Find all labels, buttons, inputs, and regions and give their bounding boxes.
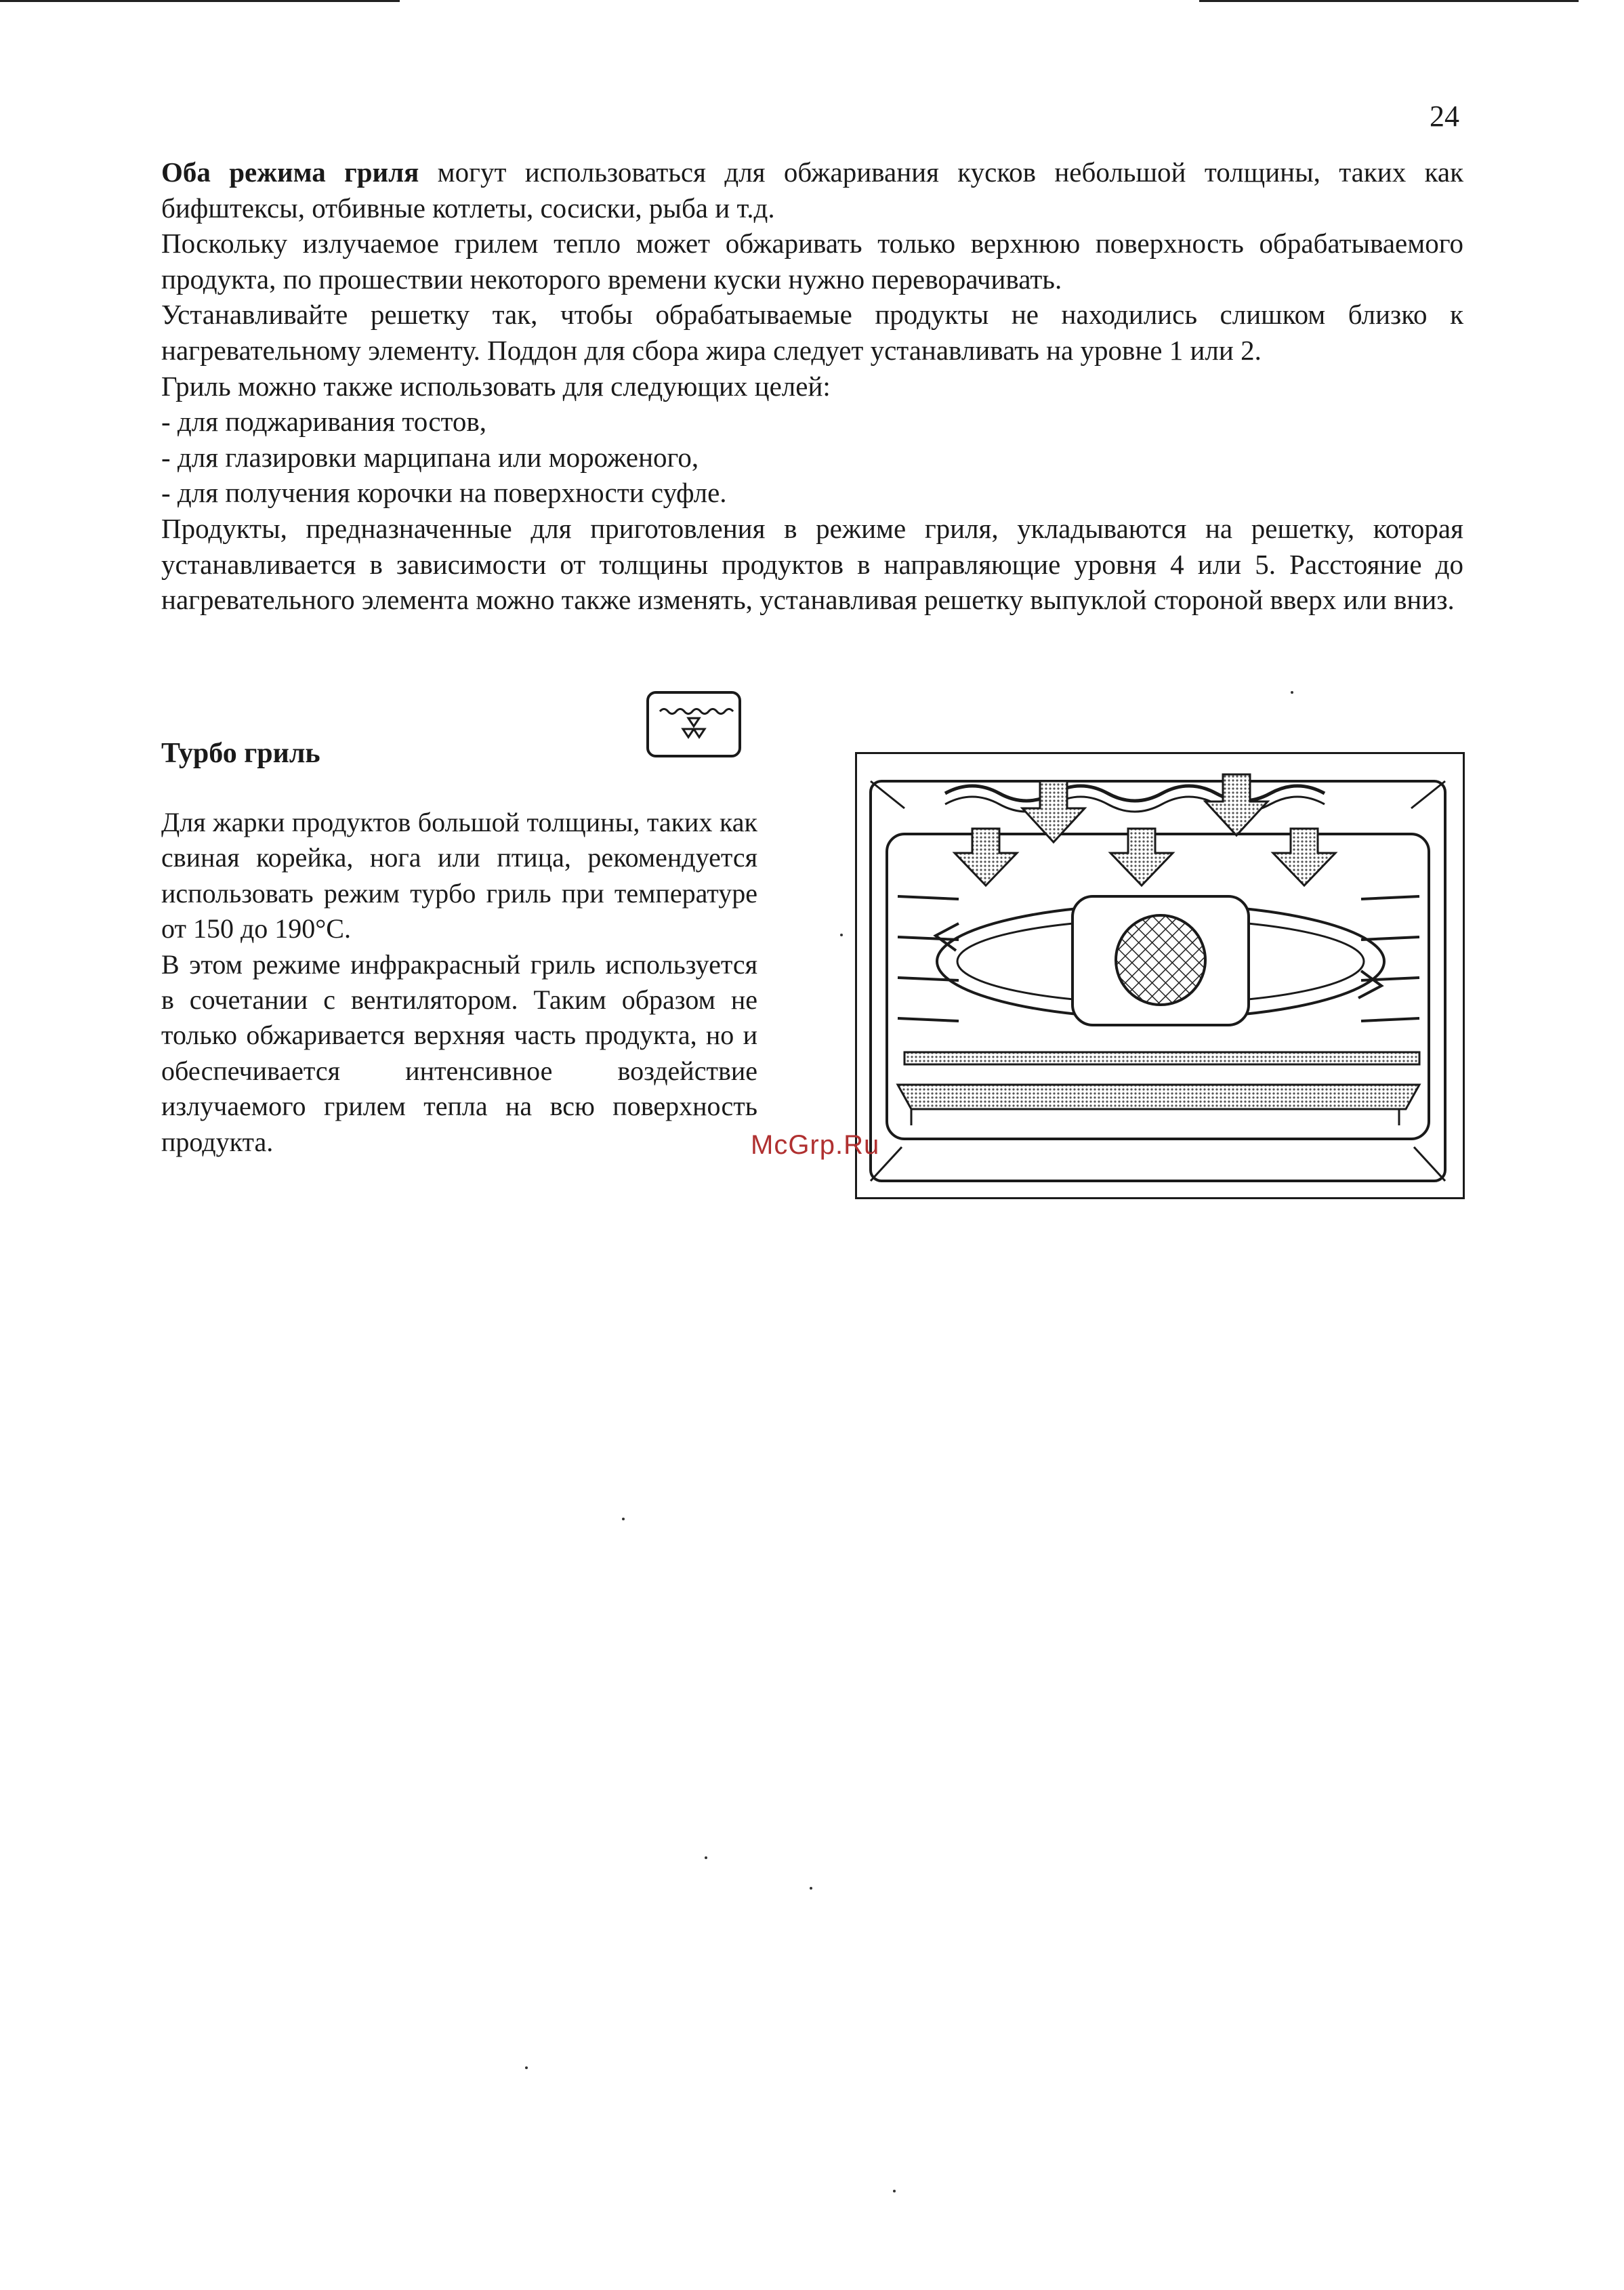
page-number: 24 [1430, 100, 1459, 133]
list-item-souffle: - для получения корочки на поверхности суфле. [161, 477, 727, 509]
scan-speck [705, 1856, 707, 1859]
scan-speck [893, 2190, 896, 2192]
paragraph-grill-usage: Оба режима гриля могут использоваться для обжаривания кусков небольшой толщины, таких как бифштексы, отбивные котлеты, сосиски, рыба и т.д. [161, 157, 1463, 224]
scan-speck [525, 2066, 528, 2069]
bold-lead: Оба режима гриля [161, 157, 419, 188]
turbo-grill-mode-icon [646, 691, 741, 757]
scan-speck [840, 934, 843, 936]
paragraph-other-uses: Гриль можно также использовать для следующих целей: [161, 370, 831, 402]
scan-speck [622, 1518, 625, 1520]
list-item-glaze: - для глазировки марципана или мороженого, [161, 441, 699, 473]
paragraph-rack-position: Устанавливайте решетку так, чтобы обрабатываемые продукты не находились слишком близко к нагревательному элементу. Поддон для сбора жира следует устанавливать на уровне 1 или 2. [161, 299, 1463, 366]
oven-airflow-illustration [855, 752, 1465, 1199]
paragraph-turn-over: Поскольку излучаемое грилем тепло может обжаривать только верхнюю поверхность обрабатываемого продукта, по прошествии некоторого времени куски нужно переворачивать. [161, 228, 1463, 295]
section-title-turbo-grill: Турбо гриль [161, 738, 320, 769]
watermark: McGrp.Ru [751, 1130, 880, 1160]
list-item-toast: - для поджаривания тостов, [161, 406, 487, 438]
turbo-grill-description [161, 805, 757, 1160]
scan-edge-line-left [0, 0, 400, 2]
paragraph-rack-levels: Продукты, предназначенные для приготовления в режиме гриля, укладываются на решетку, которая устанавливается в зависимости от толщины продуктов в направляющие уровня 4 или 5. Расстояние до нагревательного элемента можно также изменять, устанавливая решетку выпуклой стороной вверх или вниз. [161, 512, 1463, 616]
grill-modes-text [161, 154, 1463, 618]
paragraph-infrared-fan: В этом режиме инфракрасный гриль используется в сочетании с вентилятором. Таким образом не только обжаривается верхняя часть продукта, но и обеспечивается интенсивное воздействие излучаемого грилем тепла на всю поверхность продукта. [161, 949, 757, 1157]
scan-speck [810, 1887, 812, 1890]
paragraph-thick-products: Для жарки продуктов большой толщины, таких как свиная корейка, нога или птица, рекомендуется использовать режим турбо гриль при температуре от 150 до 190°C. [161, 807, 757, 944]
scan-edge-line-right [1199, 0, 1579, 2]
scan-speck [1291, 691, 1293, 694]
